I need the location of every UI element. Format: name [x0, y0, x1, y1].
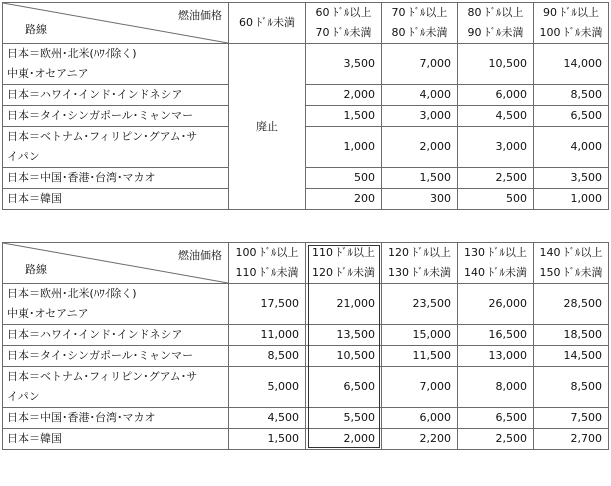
surcharge-value: 6,500 — [458, 408, 534, 429]
corner-header-cell — [3, 3, 229, 44]
cell-line: 日本＝韓国 — [7, 192, 62, 205]
surcharge-value: 300 — [382, 189, 458, 210]
corner-header-cell — [3, 243, 229, 284]
surcharge-value: 16,500 — [458, 325, 534, 346]
cell-line: 日本＝ベトナム･フィリピン･グアム･サ — [7, 370, 198, 383]
fuel-price-label: 燃油価格 — [178, 9, 222, 22]
table-row — [3, 284, 609, 325]
table-row — [3, 44, 609, 85]
price-range-header — [458, 243, 534, 284]
surcharge-value: 8,500 — [534, 85, 609, 106]
surcharge-value: 4,500 — [458, 106, 534, 127]
cell-line: 120 ﾄﾞﾙ未満 — [312, 266, 375, 279]
cell-line: 90 ﾄﾞﾙ未満 — [467, 26, 524, 39]
surcharge-value: 5,500 — [306, 408, 382, 429]
price-range-header — [229, 3, 306, 44]
route-cell — [3, 429, 229, 450]
surcharge-value: 11,500 — [382, 346, 458, 367]
cell-line: 中東･オセアニア — [7, 67, 89, 80]
cell-line: イパン — [7, 390, 40, 403]
surcharge-value: 1,000 — [306, 127, 382, 168]
price-range-header — [382, 243, 458, 284]
surcharge-value: 17,500 — [229, 284, 306, 325]
cell-line: 日本＝中国･香港･台湾･マカオ — [7, 171, 156, 184]
cell-line: 150 ﾄﾞﾙ未満 — [539, 266, 603, 279]
surcharge-value: 4,000 — [382, 85, 458, 106]
price-range-header — [534, 3, 609, 44]
surcharge-value: 11,000 — [229, 325, 306, 346]
table-row — [3, 106, 609, 127]
surcharge-value: 6,000 — [382, 408, 458, 429]
route-label: 路線 — [25, 23, 47, 36]
surcharge-value: 7,500 — [534, 408, 609, 429]
table-row — [3, 127, 609, 168]
cell-line: 130 ﾄﾞﾙ未満 — [388, 266, 451, 279]
surcharge-value: 4,000 — [534, 127, 609, 168]
cell-line: 日本＝ベトナム･フィリピン･グアム･サ — [7, 130, 198, 143]
route-cell — [3, 127, 229, 168]
table-row — [3, 408, 609, 429]
table-row — [3, 346, 609, 367]
cell-line: 日本＝欧州･北米(ﾊﾜｲ除く) — [7, 287, 137, 300]
surcharge-value: 2,700 — [534, 429, 609, 450]
cell-line: 60 ﾄﾞﾙ以上 — [315, 6, 372, 19]
cell-line: 120 ﾄﾞﾙ以上 — [388, 246, 451, 259]
fuel-surcharge-table-1 — [2, 2, 609, 210]
surcharge-value: 3,500 — [534, 168, 609, 189]
route-cell — [3, 284, 229, 325]
surcharge-value: 2,000 — [306, 85, 382, 106]
price-range-header — [382, 3, 458, 44]
table-row — [3, 168, 609, 189]
surcharge-value: 2,500 — [458, 168, 534, 189]
surcharge-value: 1,500 — [306, 106, 382, 127]
cell-line: 日本＝欧州･北米(ﾊﾜｲ除く) — [7, 47, 137, 60]
surcharge-value: 500 — [458, 189, 534, 210]
route-cell — [3, 168, 229, 189]
cell-line: 中東･オセアニア — [7, 307, 89, 320]
surcharge-value: 21,000 — [306, 284, 382, 325]
table-row — [3, 325, 609, 346]
cell-line: 日本＝タイ･シンガポール･ミャンマー — [7, 109, 194, 122]
route-cell — [3, 189, 229, 210]
route-cell — [3, 85, 229, 106]
surcharge-value: 500 — [306, 168, 382, 189]
cell-line: 140 ﾄﾞﾙ未満 — [464, 266, 527, 279]
surcharge-value: 1,000 — [534, 189, 609, 210]
surcharge-value: 2,200 — [382, 429, 458, 450]
surcharge-value: 200 — [306, 189, 382, 210]
route-cell — [3, 346, 229, 367]
surcharge-value: 7,000 — [382, 44, 458, 85]
cell-line: 110 ﾄﾞﾙ以上 — [312, 246, 375, 259]
price-range-header — [306, 243, 382, 284]
surcharge-value: 10,500 — [306, 346, 382, 367]
cell-line: 90 ﾄﾞﾙ以上 — [543, 6, 599, 19]
cell-line: 100 ﾄﾞﾙ以上 — [235, 246, 299, 259]
fuel-surcharge-table-2 — [2, 242, 609, 450]
header-row — [3, 3, 609, 44]
cell-line: 70 ﾄﾞﾙ未満 — [315, 26, 372, 39]
surcharge-value: 8,000 — [458, 367, 534, 408]
surcharge-value: 10,500 — [458, 44, 534, 85]
price-range-header — [306, 3, 382, 44]
cell-line: 140 ﾄﾞﾙ以上 — [539, 246, 603, 259]
cell-line: 80 ﾄﾞﾙ未満 — [391, 26, 448, 39]
surcharge-value: 14,000 — [534, 44, 609, 85]
cell-line: 日本＝韓国 — [7, 432, 62, 445]
surcharge-value: 1,500 — [229, 429, 306, 450]
surcharge-value: 3,000 — [382, 106, 458, 127]
cell-line: 70 ﾄﾞﾙ以上 — [391, 6, 448, 19]
route-cell — [3, 325, 229, 346]
route-cell — [3, 106, 229, 127]
cell-line: 日本＝中国･香港･台湾･マカオ — [7, 411, 156, 424]
surcharge-value: 8,500 — [534, 367, 609, 408]
cell-line: 80 ﾄﾞﾙ以上 — [467, 6, 524, 19]
surcharge-value: 7,000 — [382, 367, 458, 408]
surcharge-value: 6,000 — [458, 85, 534, 106]
cell-line: イパン — [7, 150, 40, 163]
surcharge-value: 2,000 — [306, 429, 382, 450]
surcharge-value: 3,000 — [458, 127, 534, 168]
surcharge-value: 28,500 — [534, 284, 609, 325]
cell-line: 100 ﾄﾞﾙ未満 — [539, 26, 603, 39]
surcharge-value: 8,500 — [229, 346, 306, 367]
price-range-header — [534, 243, 609, 284]
table-row — [3, 367, 609, 408]
abolished-cell: 廃止 — [229, 44, 306, 210]
table-row — [3, 85, 609, 106]
surcharge-value: 3,500 — [306, 44, 382, 85]
surcharge-value: 15,000 — [382, 325, 458, 346]
surcharge-value: 2,000 — [382, 127, 458, 168]
route-cell — [3, 367, 229, 408]
surcharge-value: 4,500 — [229, 408, 306, 429]
route-cell — [3, 408, 229, 429]
fuel-price-label: 燃油価格 — [178, 249, 222, 262]
price-range-header — [229, 243, 306, 284]
cell-line: 110 ﾄﾞﾙ未満 — [235, 266, 299, 279]
surcharge-value: 14,500 — [534, 346, 609, 367]
surcharge-value: 13,500 — [306, 325, 382, 346]
surcharge-value: 5,000 — [229, 367, 306, 408]
surcharge-value: 26,000 — [458, 284, 534, 325]
surcharge-value: 2,500 — [458, 429, 534, 450]
cell-line: 130 ﾄﾞﾙ以上 — [464, 246, 527, 259]
route-cell — [3, 44, 229, 85]
cell-line: 日本＝ハワイ･インド･インドネシア — [7, 88, 183, 101]
header-row — [3, 243, 609, 284]
cell-line: 60 ﾄﾞﾙ未満 — [239, 16, 295, 29]
surcharge-value: 23,500 — [382, 284, 458, 325]
route-label: 路線 — [25, 263, 47, 276]
surcharge-value: 6,500 — [534, 106, 609, 127]
table-row — [3, 189, 609, 210]
surcharge-value: 6,500 — [306, 367, 382, 408]
price-range-header — [458, 3, 534, 44]
surcharge-value: 1,500 — [382, 168, 458, 189]
cell-line: 日本＝ハワイ･インド･インドネシア — [7, 328, 183, 341]
cell-line: 日本＝タイ･シンガポール･ミャンマー — [7, 349, 194, 362]
table-row — [3, 429, 609, 450]
surcharge-value: 13,000 — [458, 346, 534, 367]
surcharge-value: 18,500 — [534, 325, 609, 346]
